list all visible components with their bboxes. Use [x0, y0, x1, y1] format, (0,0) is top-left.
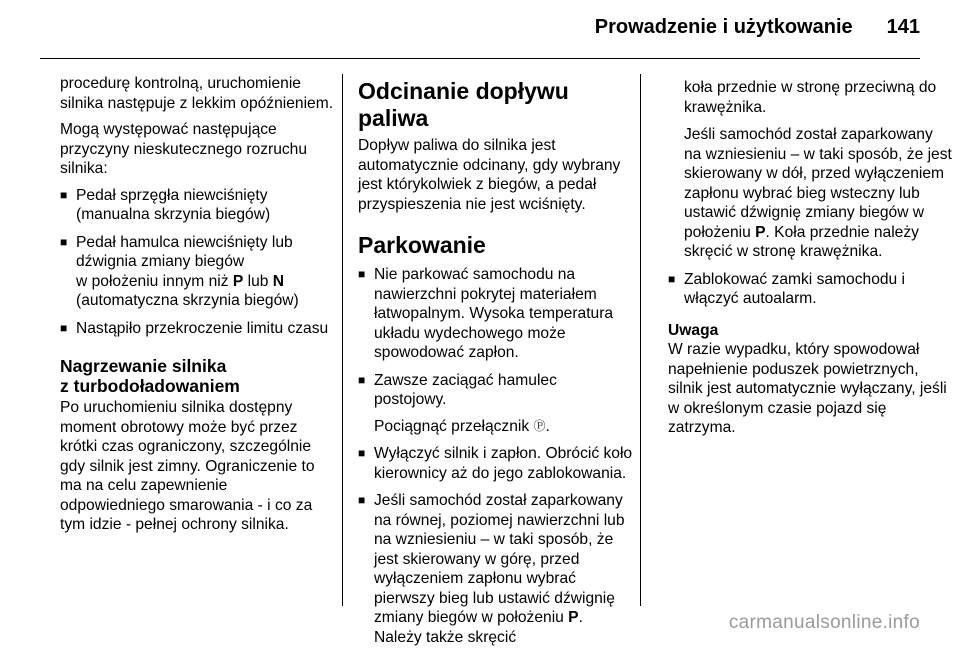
section-heading-fuel: Odcinanie dopływu paliwa: [358, 78, 569, 131]
column-3: [668, 78, 953, 438]
header-title: Prowadzenie i użytkowanie: [594, 16, 853, 38]
list-item: ■ Zablokować zamki samochodu i włączyć autoalarm.: [668, 270, 953, 309]
parking-brake-icon: Ⓟ: [533, 418, 546, 433]
parking-list-cont: [668, 270, 953, 309]
parking-list: [358, 265, 633, 647]
list-item: ■ Nie parkować samochodu na nawierzchni pokrytej materiałem łatwopalnym. Wysoka temperatura układu wydechowego może spowodować zapłon.: [358, 265, 633, 363]
page-number: 141: [886, 16, 920, 38]
page-header: [40, 16, 920, 48]
list-item: ■ Wyłączyć silnik i zapłon. Obrócić koło kierownicy aż do jego zablokowania.: [358, 444, 633, 483]
list-item: ■ Pedał hamulca niewciśnięty lub dźwignia zmiany biegów w położeniu innym niż P lub N (automatyczna skrzynia biegów): [60, 233, 335, 311]
section-heading-turbo: Nagrzewanie silnika z turbodoładowaniem: [60, 356, 240, 396]
list-item: ■ Pedał sprzęgła niewciśnięty (manualna skrzynia biegów): [60, 186, 335, 225]
turbo-paragraph: Po uruchomieniu silnika dostępny moment obrotowy może być przez krótki czas ograniczony, szczególnie gdy silnik jest zimny. Ograniczenie to ma na celu zapewnienie odpowiedniego smarowania - i co za tym idzie - pełnej ochrony silnika.: [60, 399, 315, 533]
note-title: Uwaga: [668, 321, 719, 339]
watermark: carmanualsonline.info: [728, 612, 920, 633]
header-rule: [40, 58, 920, 59]
parking-brake-instruction: Pociągnąć przełącznik Ⓟ.: [374, 417, 550, 435]
continued-text: koła przednie w stronę przeciwną do krawężnika.: [684, 79, 937, 116]
fuel-paragraph: Dopływ paliwa do silnika jest automatycznie odcinany, gdy wybrany jest którykolwiek z biegów, a pedał przyspieszenia nie jest wciśnięty.: [358, 137, 621, 213]
intro-paragraph: procedurę kontrolną, uruchomienie silnika następuje z lekkim opóźnieniem.: [60, 75, 334, 112]
list-item: ■ Nastąpiło przekroczenie limitu czasu: [60, 319, 335, 339]
column-divider-2: [640, 74, 641, 606]
column-2: [358, 78, 633, 655]
causes-list: [60, 186, 335, 339]
causes-intro: Mogą występować następujące przyczyny nieskutecznego rozruchu silnika:: [60, 121, 308, 177]
list-item: ■ Jeśli samochód został zaparkowany na równej, poziomej nawierzchni lub na wzniesieniu – w taki sposób, że jest skierowany w górę, przed wyłączeniem zapłonu wybrać pierwszy bieg lub ustawić dźwignię zmiany biegów w położeniu P. Należy także skręcić: [358, 491, 633, 647]
downhill-paragraph: Jeśli samochód został zaparkowany na wzniesieniu – w taki sposób, że jest skierowany w dół, przed wyłączeniem zapłonu wybrać bieg wsteczny lub ustawić dźwignię zmiany biegów w położeniu P. Koła przednie należy skręcić w stronę krawężnika.: [684, 126, 952, 260]
list-item: ■ Zawsze zaciągać hamulec postojowy. Pociągnąć przełącznik Ⓟ.: [358, 371, 633, 437]
note-text: W razie wypadku, który spowodował napełnienie poduszek powietrznych, silnik jest automatycznie wyłączany, jeśli w określonym czasie pojazd się zatrzyma.: [668, 341, 947, 436]
column-1: [60, 74, 335, 542]
section-heading-parking: Parkowanie: [358, 232, 486, 258]
column-divider-1: [342, 74, 343, 606]
